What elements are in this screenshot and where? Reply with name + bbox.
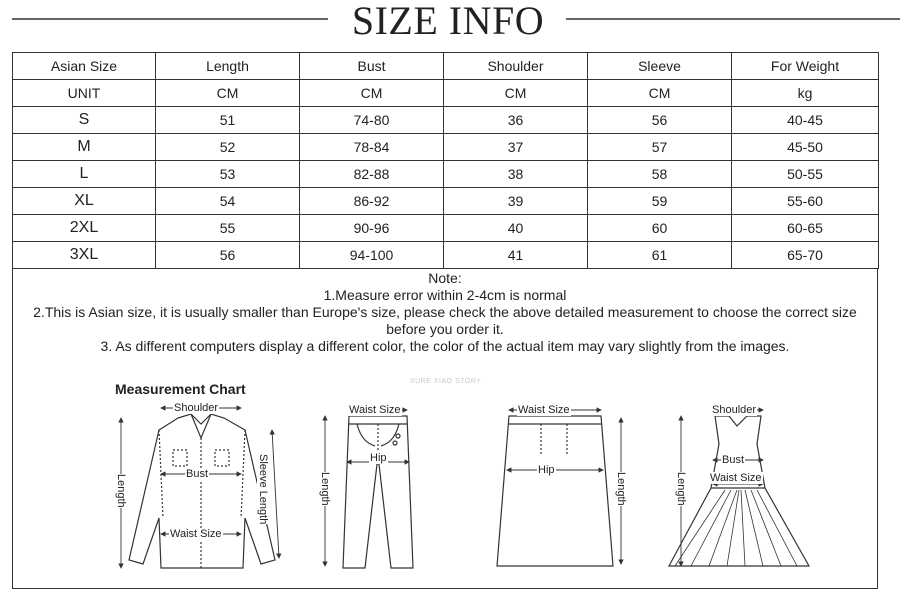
- table-cell: 37: [444, 134, 588, 161]
- table-cell: 60-65: [732, 215, 879, 242]
- note-heading: Note:: [428, 270, 462, 286]
- table-cell: 36: [444, 107, 588, 134]
- table-cell: CM: [588, 80, 732, 107]
- column-header: For Weight: [732, 53, 879, 80]
- table-cell: 40: [444, 215, 588, 242]
- note-line-3: 3. As different computers display a different color, the color of the actual item may vary slightly from the images.: [100, 338, 790, 354]
- pants-illustration: [343, 416, 413, 568]
- pants-length-label: Length: [319, 472, 331, 506]
- dress-illustration: [669, 416, 809, 566]
- column-header: Bust: [300, 53, 444, 80]
- table-cell: 52: [156, 134, 300, 161]
- shirt-waist-label: Waist Size: [170, 528, 222, 540]
- size-cell: 2XL: [13, 215, 156, 242]
- table-cell: 50-55: [732, 161, 879, 188]
- table-row: [13, 134, 879, 161]
- table-cell: 55: [156, 215, 300, 242]
- table-cell: 61: [588, 242, 732, 269]
- table-cell: CM: [444, 80, 588, 107]
- table-cell: 94-100: [300, 242, 444, 269]
- shirt-length-label: Length: [115, 474, 127, 508]
- table-cell: 86-92: [300, 188, 444, 215]
- table-cell: 54: [156, 188, 300, 215]
- dress-length-label: Length: [675, 472, 687, 506]
- pants-hip-label: Hip: [370, 452, 387, 464]
- table-cell: UNIT: [13, 80, 156, 107]
- table-cell: 78-84: [300, 134, 444, 161]
- measurement-diagram: [13, 268, 877, 588]
- table-row: [13, 215, 879, 242]
- table-cell: 38: [444, 161, 588, 188]
- size-cell: M: [13, 134, 156, 161]
- size-cell: XL: [13, 188, 156, 215]
- note-line-2: 2.This is Asian size, it is usually smaller than Europe's size, please check the above detailed measurement to choose the correct size before you order it.: [33, 304, 857, 337]
- shirt-shoulder-label: Shoulder: [174, 402, 219, 414]
- table-row: [13, 107, 879, 134]
- header-rule-left: [12, 18, 328, 20]
- table-cell: 53: [156, 161, 300, 188]
- table-cell: 45-50: [732, 134, 879, 161]
- table-cell: 58: [588, 161, 732, 188]
- dress-waist-label: Waist Size: [710, 472, 762, 484]
- unit-row: [13, 80, 879, 107]
- table-cell: 55-60: [732, 188, 879, 215]
- size-table: [12, 52, 879, 269]
- table-cell: 51: [156, 107, 300, 134]
- dress-bust-label: Bust: [722, 454, 745, 466]
- table-row: [13, 242, 879, 269]
- table-cell: 59: [588, 188, 732, 215]
- shirt-bust-label: Bust: [186, 468, 209, 480]
- column-header: Asian Size: [13, 53, 156, 80]
- shirt-illustration: [129, 414, 275, 568]
- notes-panel: [12, 268, 878, 589]
- skirt-length-label: Length: [615, 472, 627, 506]
- pants-waist-label: Waist Size: [349, 404, 401, 416]
- table-cell: 56: [588, 107, 732, 134]
- table-cell: 82-88: [300, 161, 444, 188]
- table-cell: 41: [444, 242, 588, 269]
- table-row: [13, 188, 879, 215]
- measurement-chart-title: Measurement Chart: [115, 381, 246, 397]
- column-header: Shoulder: [444, 53, 588, 80]
- shirt-sleeve-label: Sleeve Length: [257, 454, 269, 525]
- size-cell: S: [13, 107, 156, 134]
- page-title: SIZE INFO: [351, 0, 545, 43]
- size-cell: L: [13, 161, 156, 188]
- skirt-hip-label: Hip: [538, 464, 555, 476]
- table-cell: 65-70: [732, 242, 879, 269]
- dress-shoulder-label: Shoulder: [712, 404, 757, 416]
- column-header: Length: [156, 53, 300, 80]
- skirt-waist-label: Waist Size: [518, 404, 570, 416]
- table-header-row: [13, 53, 879, 80]
- watermark: SURE XIAO STORY: [410, 378, 482, 385]
- table-cell: kg: [732, 80, 879, 107]
- skirt-illustration: [497, 416, 613, 566]
- table-cell: 74-80: [300, 107, 444, 134]
- table-cell: 57: [588, 134, 732, 161]
- table-cell: CM: [300, 80, 444, 107]
- note-line-1: 1.Measure error within 2-4cm is normal: [323, 287, 567, 303]
- header-rule-right: [566, 18, 900, 20]
- table-cell: 90-96: [300, 215, 444, 242]
- table-cell: 60: [588, 215, 732, 242]
- table-cell: CM: [156, 80, 300, 107]
- size-cell: 3XL: [13, 242, 156, 269]
- table-cell: 39: [444, 188, 588, 215]
- table-row: [13, 161, 879, 188]
- column-header: Sleeve: [588, 53, 732, 80]
- table-cell: 40-45: [732, 107, 879, 134]
- table-cell: 56: [156, 242, 300, 269]
